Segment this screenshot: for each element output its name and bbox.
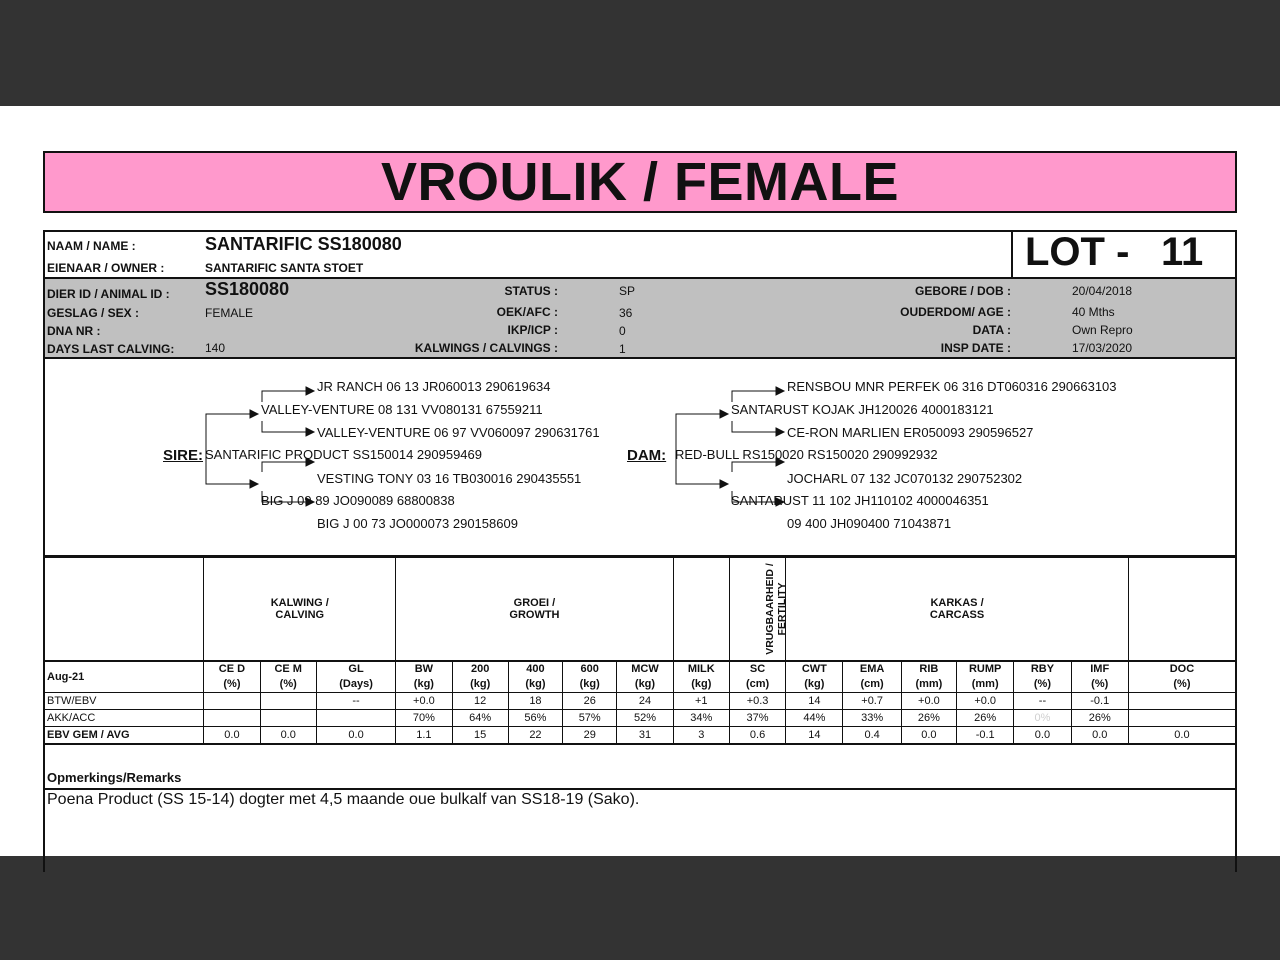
ebv-column-header: MILK (kg) (673, 661, 729, 693)
name-label: NAAM / NAME : (47, 239, 136, 253)
icp-label: IKP/ICP : (507, 323, 558, 337)
days-last-calving-label: DAYS LAST CALVING: (47, 342, 175, 356)
ebv-cell: 29 (563, 727, 617, 745)
ebv-column-header: CE M (%) (260, 661, 316, 693)
sire-dam: BIG J 09 89 JO090089 68800838 (261, 493, 455, 508)
ebv-cell: 57% (563, 710, 617, 727)
ebv-cell: +0.0 (957, 693, 1014, 710)
ebv-cell: -0.1 (957, 727, 1014, 745)
ebv-cell: 26 (563, 693, 617, 710)
ebv-column-header: SC (cm) (729, 661, 785, 693)
sire-dam-sire: VESTING TONY 03 16 TB030016 290435551 (317, 471, 582, 486)
ebv-cell: 3 (673, 727, 729, 745)
ebv-cell: 0.0 (901, 727, 956, 745)
sale-catalogue-page (0, 106, 1280, 856)
carcass-group: KARKAS / CARCASS (786, 558, 1129, 662)
ebv-cell (204, 693, 260, 710)
ebv-cell: 44% (786, 710, 843, 727)
ebv-column-header: EMA (cm) (843, 661, 901, 693)
data-label: DATA : (972, 323, 1011, 337)
lot-label: LOT - (1025, 230, 1130, 274)
dam-sire-sire: RENSBOU MNR PERFEK 06 316 DT060316 290663103 (787, 379, 1117, 394)
afc-label: OEK/AFC : (496, 305, 558, 319)
ebv-cell: 0.0 (1071, 727, 1128, 745)
ebv-cell: 52% (617, 710, 673, 727)
ebv-cell: -- (1014, 693, 1071, 710)
ebv-column-header: BW (kg) (396, 661, 452, 693)
ebv-date: Aug-21 (45, 661, 204, 693)
status-label: STATUS : (504, 284, 558, 298)
sire-label: SIRE: (163, 447, 204, 464)
ebv-row (45, 693, 1235, 710)
ebv-column-header: 200 (kg) (452, 661, 508, 693)
ebv-cell: 0.0 (204, 727, 260, 745)
icp-value: 0 (619, 324, 626, 338)
sire-sire: VALLEY-VENTURE 08 131 VV080131 67559211 (261, 402, 543, 417)
ebv-cell: 14 (786, 727, 843, 745)
dam-sire-dam: CE-RON MARLIEN ER050093 290596527 (787, 425, 1034, 440)
ebv-cell: +0.0 (901, 693, 956, 710)
sire-dam-dam: BIG J 00 73 JO000073 290158609 (317, 516, 518, 531)
ebv-column-header: IMF (%) (1071, 661, 1128, 693)
dam-dam-sire: JOCHARL 07 132 JC070132 290752302 (787, 471, 1023, 486)
insp-date-value: 17/03/2020 (1072, 341, 1133, 355)
page-title: VROULIK / FEMALE (43, 151, 1237, 213)
ebv-cell: 26% (957, 710, 1014, 727)
ebv-section (45, 557, 1235, 747)
ebv-cell: 0.0 (260, 727, 316, 745)
ebv-cell: 37% (729, 710, 785, 727)
ebv-column-header: RUMP (mm) (957, 661, 1014, 693)
ebv-cell: -0.1 (1071, 693, 1128, 710)
ebv-cell: +1 (673, 693, 729, 710)
name-section (45, 232, 1235, 279)
animal-name: SANTARIFIC SS180080 (205, 234, 402, 254)
pedigree-section (45, 359, 1235, 557)
ebv-cell (1128, 710, 1235, 727)
sire-sire-sire: JR RANCH 06 13 JR060013 290619634 (317, 379, 551, 394)
dam-dam-dam: 09 400 JH090400 71043871 (787, 516, 952, 531)
ebv-row (45, 710, 1235, 727)
lot-card (43, 230, 1237, 872)
ebv-row-label: BTW/EBV (45, 693, 204, 710)
calvings-value: 1 (619, 342, 626, 356)
ebv-cell (1128, 693, 1235, 710)
ebv-cell: 34% (673, 710, 729, 727)
ebv-cell: 70% (396, 710, 452, 727)
ebv-header-row (45, 661, 1235, 693)
ebv-cell: 0.0 (1014, 727, 1071, 745)
ebv-cell: 15 (452, 727, 508, 745)
ebv-cell: 33% (843, 710, 901, 727)
ebv-cell: 0.6 (729, 727, 785, 745)
data-value: Own Repro (1072, 323, 1133, 337)
afc-value: 36 (619, 306, 633, 320)
ebv-cell: 26% (901, 710, 956, 727)
days-last-calving-value: 140 (205, 341, 226, 355)
ebv-column-header: GL (Days) (316, 661, 395, 693)
ebv-cell: 31 (617, 727, 673, 745)
ebv-row-label: AKK/ACC (45, 710, 204, 727)
sex-value: FEMALE (205, 306, 254, 320)
dob-label: GEBORE / DOB : (914, 284, 1011, 298)
dam-label: DAM: (627, 447, 667, 464)
ebv-column-header: CE D (%) (204, 661, 260, 693)
dam-dam: SANTARUST 11 102 JH110102 4000046351 (731, 493, 989, 508)
ebv-column-header: RBY (%) (1014, 661, 1071, 693)
sire: SANTARIFIC PRODUCT SS150014 290959469 (205, 447, 482, 462)
calving-group: KALWING / CALVING (204, 558, 396, 662)
sex-label: GESLAG / SEX : (47, 306, 140, 320)
remarks-text: Poena Product (SS 15-14) dogter met 4,5 maande oue bulkalf van SS18-19 (Sako). (47, 791, 640, 808)
ebv-column-header: DOC (%) (1128, 661, 1235, 693)
ebv-cell: 26% (1071, 710, 1128, 727)
age-label: OUDERDOM/ AGE : (900, 305, 1011, 319)
status-value: SP (619, 284, 636, 298)
ebv-cell: 1.1 (396, 727, 452, 745)
ebv-cell: 0% (1014, 710, 1071, 727)
ebv-table (45, 557, 1235, 745)
ebv-cell: +0.7 (843, 693, 901, 710)
ebv-group-row (45, 558, 1235, 662)
lot-number: 11 (1161, 230, 1204, 274)
ebv-cell: 0.0 (1128, 727, 1235, 745)
owner-name: SANTARIFIC SANTA STOET (205, 261, 364, 275)
ebv-cell: 12 (452, 693, 508, 710)
ebv-cell: 14 (786, 693, 843, 710)
owner-label: EIENAAR / OWNER : (47, 261, 165, 275)
ebv-column-header: 600 (kg) (563, 661, 617, 693)
ebv-cell: 0.0 (316, 727, 395, 745)
ebv-row-label: EBV GEM / AVG (45, 727, 204, 745)
fertility-group: VRUGBAARHEID / FERTILITY (729, 558, 785, 662)
growth-group: GROEI / GROWTH (396, 558, 673, 662)
sire-sire-dam: VALLEY-VENTURE 06 97 VV060097 290631761 (317, 425, 600, 440)
ebv-cell: 18 (508, 693, 562, 710)
remarks-divider (45, 788, 1235, 790)
ebv-row (45, 727, 1235, 745)
ebv-column-header: MCW (kg) (617, 661, 673, 693)
ebv-cell: +0.0 (396, 693, 452, 710)
dna-label: DNA NR : (47, 324, 101, 338)
lot-box (1011, 232, 1237, 277)
ebv-cell: 64% (452, 710, 508, 727)
ebv-cell (260, 710, 316, 727)
ebv-column-header: 400 (kg) (508, 661, 562, 693)
age-value: 40 Mths (1072, 305, 1115, 319)
ebv-cell: 0.4 (843, 727, 901, 745)
ebv-column-header: CWT (kg) (786, 661, 843, 693)
dob-value: 20/04/2018 (1072, 284, 1133, 298)
calvings-label: KALWINGS / CALVINGS : (414, 341, 558, 355)
ebv-column-header: RIB (mm) (901, 661, 956, 693)
ebv-cell: 22 (508, 727, 562, 745)
animal-id-label: DIER ID / ANIMAL ID : (47, 287, 170, 301)
ebv-cell (260, 693, 316, 710)
ebv-cell (316, 710, 395, 727)
ebv-cell: -- (316, 693, 395, 710)
insp-date-label: INSP DATE : (940, 341, 1011, 355)
ebv-cell: 24 (617, 693, 673, 710)
dam-sire: SANTARUST KOJAK JH120026 4000183121 (731, 402, 994, 417)
animal-info-section (45, 279, 1235, 359)
animal-id: SS180080 (205, 279, 290, 299)
ebv-cell (204, 710, 260, 727)
ebv-cell: 56% (508, 710, 562, 727)
ebv-cell: +0.3 (729, 693, 785, 710)
dam: RED-BULL RS150020 RS150020 290992932 (675, 447, 938, 462)
remarks-title: Opmerkings/Remarks (47, 770, 182, 785)
